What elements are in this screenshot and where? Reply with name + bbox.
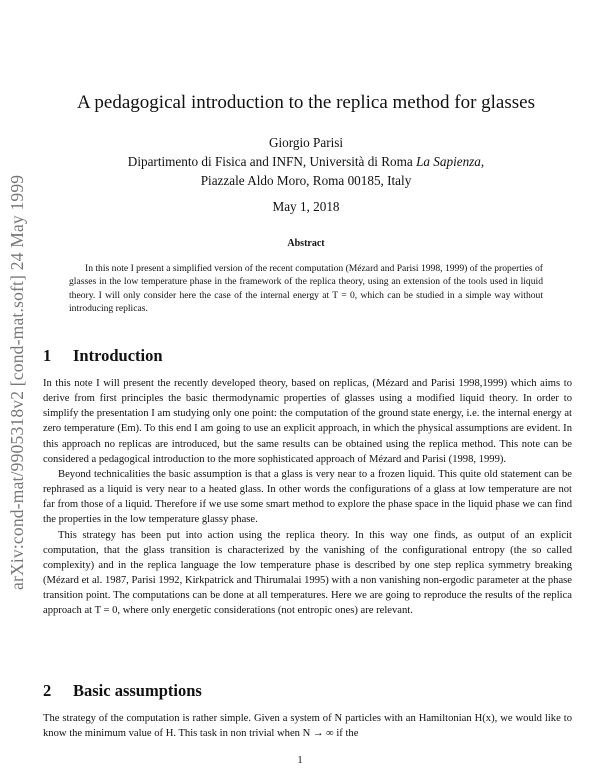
introduction-body <box>43 376 572 619</box>
basic-assumptions-body <box>43 711 572 741</box>
author-block <box>36 133 576 190</box>
paragraph: Beyond technicalities the basic assumption is that a glass is very near to a frozen liquid. This quite old statement can be rephrased as a liquid is very near to a heated glass. In other words the configurations of a glass at low temperature are not far from those of a liquid. Therefore if we use some smart method to explore the phase space in the liquid phase we can find the properties in the low temperature glassy phase. <box>43 468 572 526</box>
author-affiliation <box>36 152 576 171</box>
section-number: 2 <box>43 681 52 700</box>
arxiv-identifier-stamp: arXiv:cond-mat/9905318v2 [cond-mat.soft] 24 May 1999 <box>7 174 27 590</box>
abstract-heading: Abstract <box>287 238 325 249</box>
paragraph: This strategy has been put into action using the replica theory. In this way one finds, as output of an explicit computation, that the glass transition is characterized by the vanishing of the configurational entropy (the so called complexity) and in the replica language the low temperature phase is described by one step replica symmetry breaking (Mézard et al. 1987, Parisi 1992, Kirkpatrick and Thirumalai 1995) with a non vanishing non-ergodic parameter at the phase transition point. The computations can be done at all temperatures. Here we are going to reproduce the results of the replica approach at T = 0, where only energetic considerations (not entropic ones) are relevant. <box>43 529 572 617</box>
section-heading-basic-assumptions <box>43 681 202 701</box>
affiliation-emphasis: La Sapienza <box>416 154 481 169</box>
section-title: Introduction <box>73 346 163 365</box>
section-title: Basic assumptions <box>73 681 202 700</box>
section-heading-introduction <box>43 346 163 366</box>
paper-title: A pedagogical introduction to the replica method for glasses <box>77 92 535 113</box>
author-address: Piazzale Aldo Moro, Roma 00185, Italy <box>200 173 412 188</box>
abstract-text: In this note I present a simplified version of the recent computation (Mézard and Parisi 1998, 1999) of the properties of glasses in the low temperature phase in the framework of the replica theory, using an extension of the tools used in liquid theory. I will only consider here the case of the internal energy at T = 0, which can be studied in a simple way without introducing replicas. <box>69 263 543 314</box>
paragraph: In this note I will present the recently developed theory, based on replicas, (Mézard and Parisi 1998,1999) which aims to derive from first principles the basic thermodynamic properties of glasses using a modified liquid theory. In order to simplify the presentation I am studying only one point: the computation of the ground state energy, i.e. the internal energy at zero temperature (Em). To this end I am going to use an explicit approach, in which the physical assumptions are evident. In this approach no replicas are introduced, but the same results can be obtained using the replica method. This note can be considered a pedagogical introduction to the more sophisticated approach of Mézard and Parisi (1998, 1999). <box>43 378 572 465</box>
page-number: 1 <box>297 755 303 766</box>
author-name: Giorgio Parisi <box>268 135 344 150</box>
affiliation-suffix: , <box>480 154 485 169</box>
affiliation-prefix: Dipartimento di Fisica and INFN, Università di Roma <box>127 154 417 169</box>
paragraph: The strategy of the computation is rather simple. Given a system of N particles with an Hamiltonian H(x), we would like to know the minimum value of H. This task in non trivial when N → ∞ if the <box>43 713 572 740</box>
paper-date: May 1, 2018 <box>272 199 340 214</box>
section-number: 1 <box>43 346 52 365</box>
